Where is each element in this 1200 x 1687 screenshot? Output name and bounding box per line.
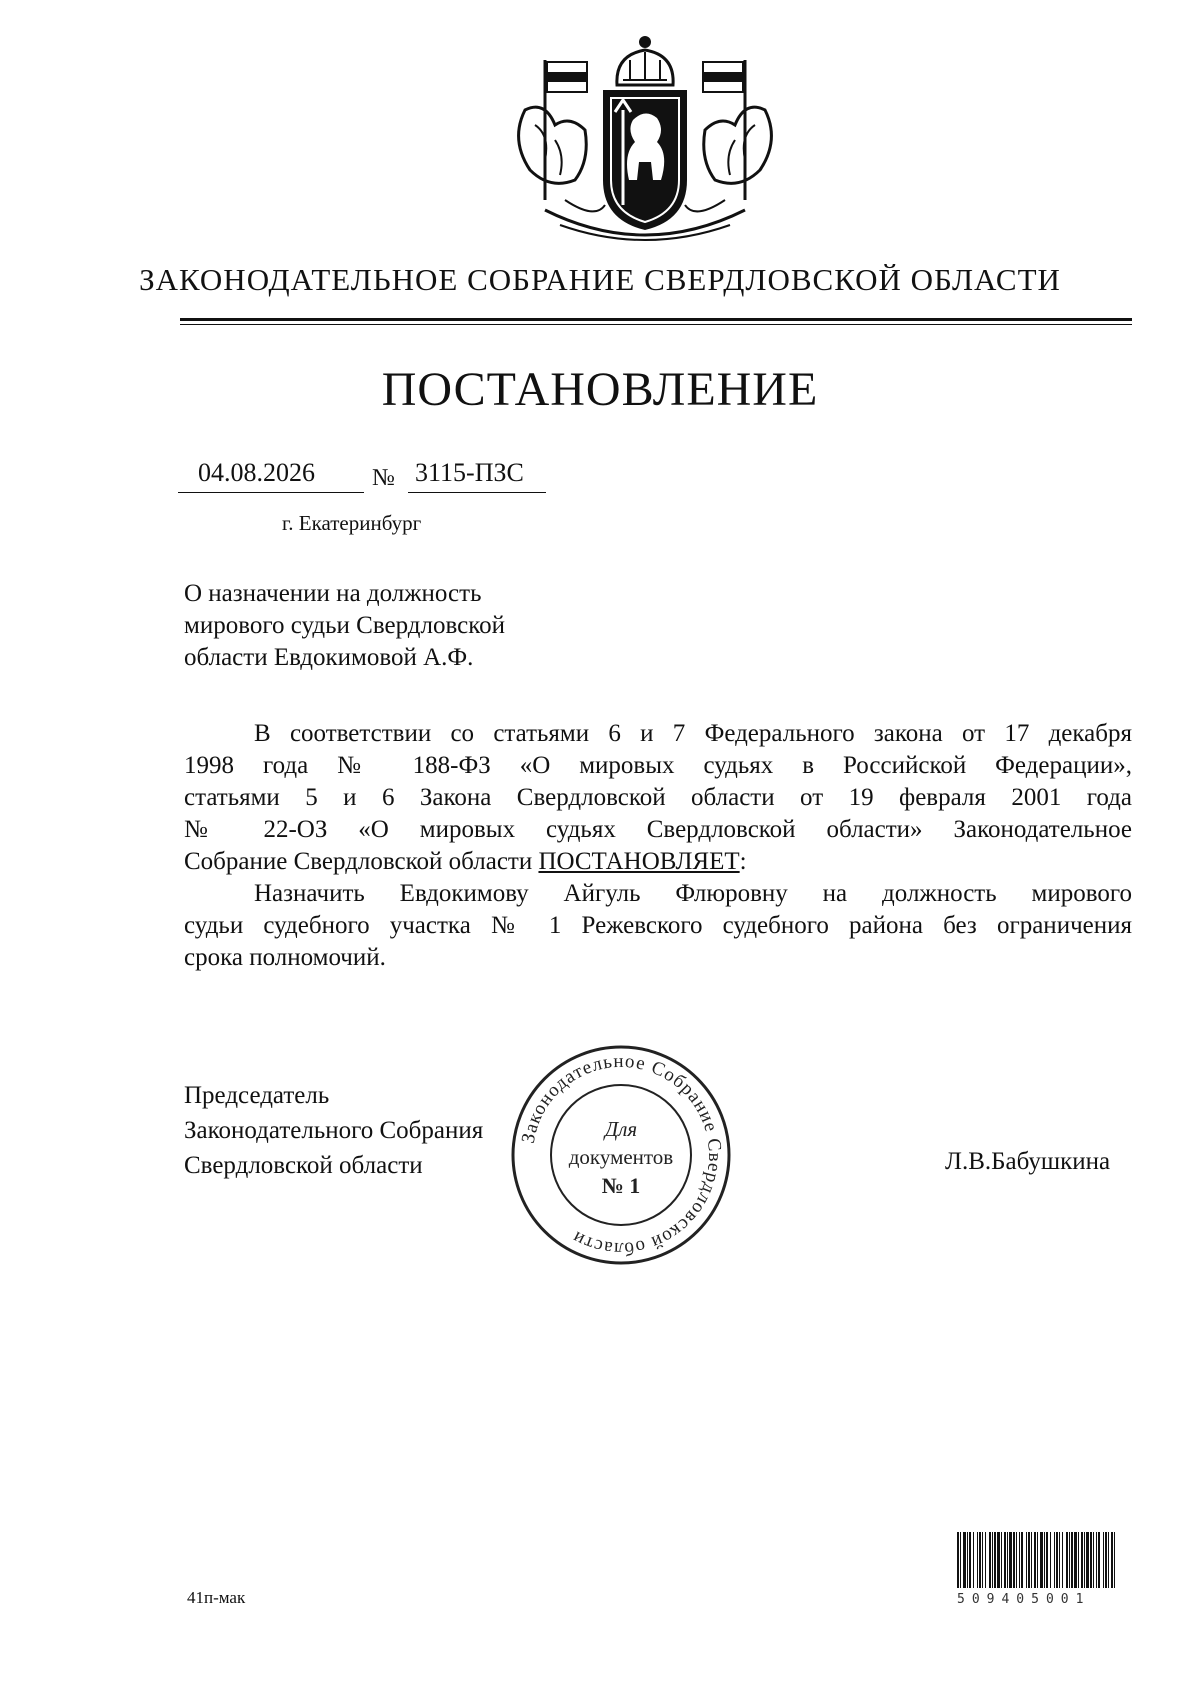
body-line: № 22-ОЗ «О мировых судьях Свердловской области» Законодательное: [184, 816, 1132, 843]
document-number: 3115-ПЗС: [415, 458, 524, 487]
document-date: 04.08.2026: [198, 458, 315, 487]
stamp-ring-text: Законодательное Собрание Свердловской области: [517, 1050, 726, 1260]
header-divider-thin: [180, 324, 1132, 325]
coat-of-arms-icon: [505, 30, 785, 260]
barcode-digits: 509405001: [957, 1592, 1091, 1607]
signatory-title-line: Свердловской области: [184, 1152, 423, 1179]
header-divider-thick: [180, 318, 1132, 321]
stamp-center-line: Для: [604, 1117, 638, 1141]
signatory-title-line: Законодательного Собрания: [184, 1117, 484, 1144]
body-line: статьями 5 и 6 Закона Свердловской области от 19 февраля 2001 года: [184, 784, 1132, 811]
document-type-title: ПОСТАНОВЛЕНИЕ: [381, 363, 819, 416]
barcode-icon: [957, 1532, 1117, 1588]
body-line: В соответствии со статьями 6 и 7 Федерального закона от 17 декабря: [254, 720, 1132, 747]
document-body: [184, 718, 1132, 974]
city: г. Екатеринбург: [282, 511, 422, 535]
subject-line: области Евдокимовой А.Ф.: [184, 644, 474, 671]
signatory-title-line: Председатель: [184, 1082, 330, 1109]
organization-name: ЗАКОНОДАТЕЛЬНОЕ СОБРАНИЕ СВЕРДЛОВСКОЙ ОБЛАСТИ: [139, 262, 1061, 297]
body-line-prefix: Собрание Свердловской области: [184, 848, 539, 875]
subject-line: О назначении на должность: [184, 580, 482, 607]
official-stamp: [506, 1040, 736, 1270]
body-line: 1998 года № 188-ФЗ «О мировых судьях в Российской Федерации»,: [184, 752, 1132, 779]
signatory-name: Л.В.Бабушкина: [945, 1148, 1111, 1175]
body-line: Назначить Евдокимову Айгуль Флюровну на должность мирового: [254, 880, 1132, 907]
body-line: судьи судебного участка № 1 Режевского судебного района без ограничения: [184, 912, 1132, 939]
signatory-title: [184, 1078, 483, 1183]
stamp-center-line: документов: [568, 1145, 674, 1169]
stamp-center-line: № 1: [601, 1173, 641, 1198]
subject-line: мирового судьи Свердловской: [184, 612, 505, 639]
resolution-keyword: ПОСТАНОВЛЯЕТ: [538, 848, 740, 875]
colon: :: [739, 848, 747, 875]
footer-code: 41п-мак: [187, 1588, 246, 1607]
body-line: [184, 846, 1132, 878]
document-subject: [184, 578, 505, 674]
number-label: №: [372, 465, 395, 491]
body-line: срока полномочий.: [184, 944, 386, 971]
date-underline: [178, 492, 364, 493]
number-underline: [408, 492, 546, 493]
